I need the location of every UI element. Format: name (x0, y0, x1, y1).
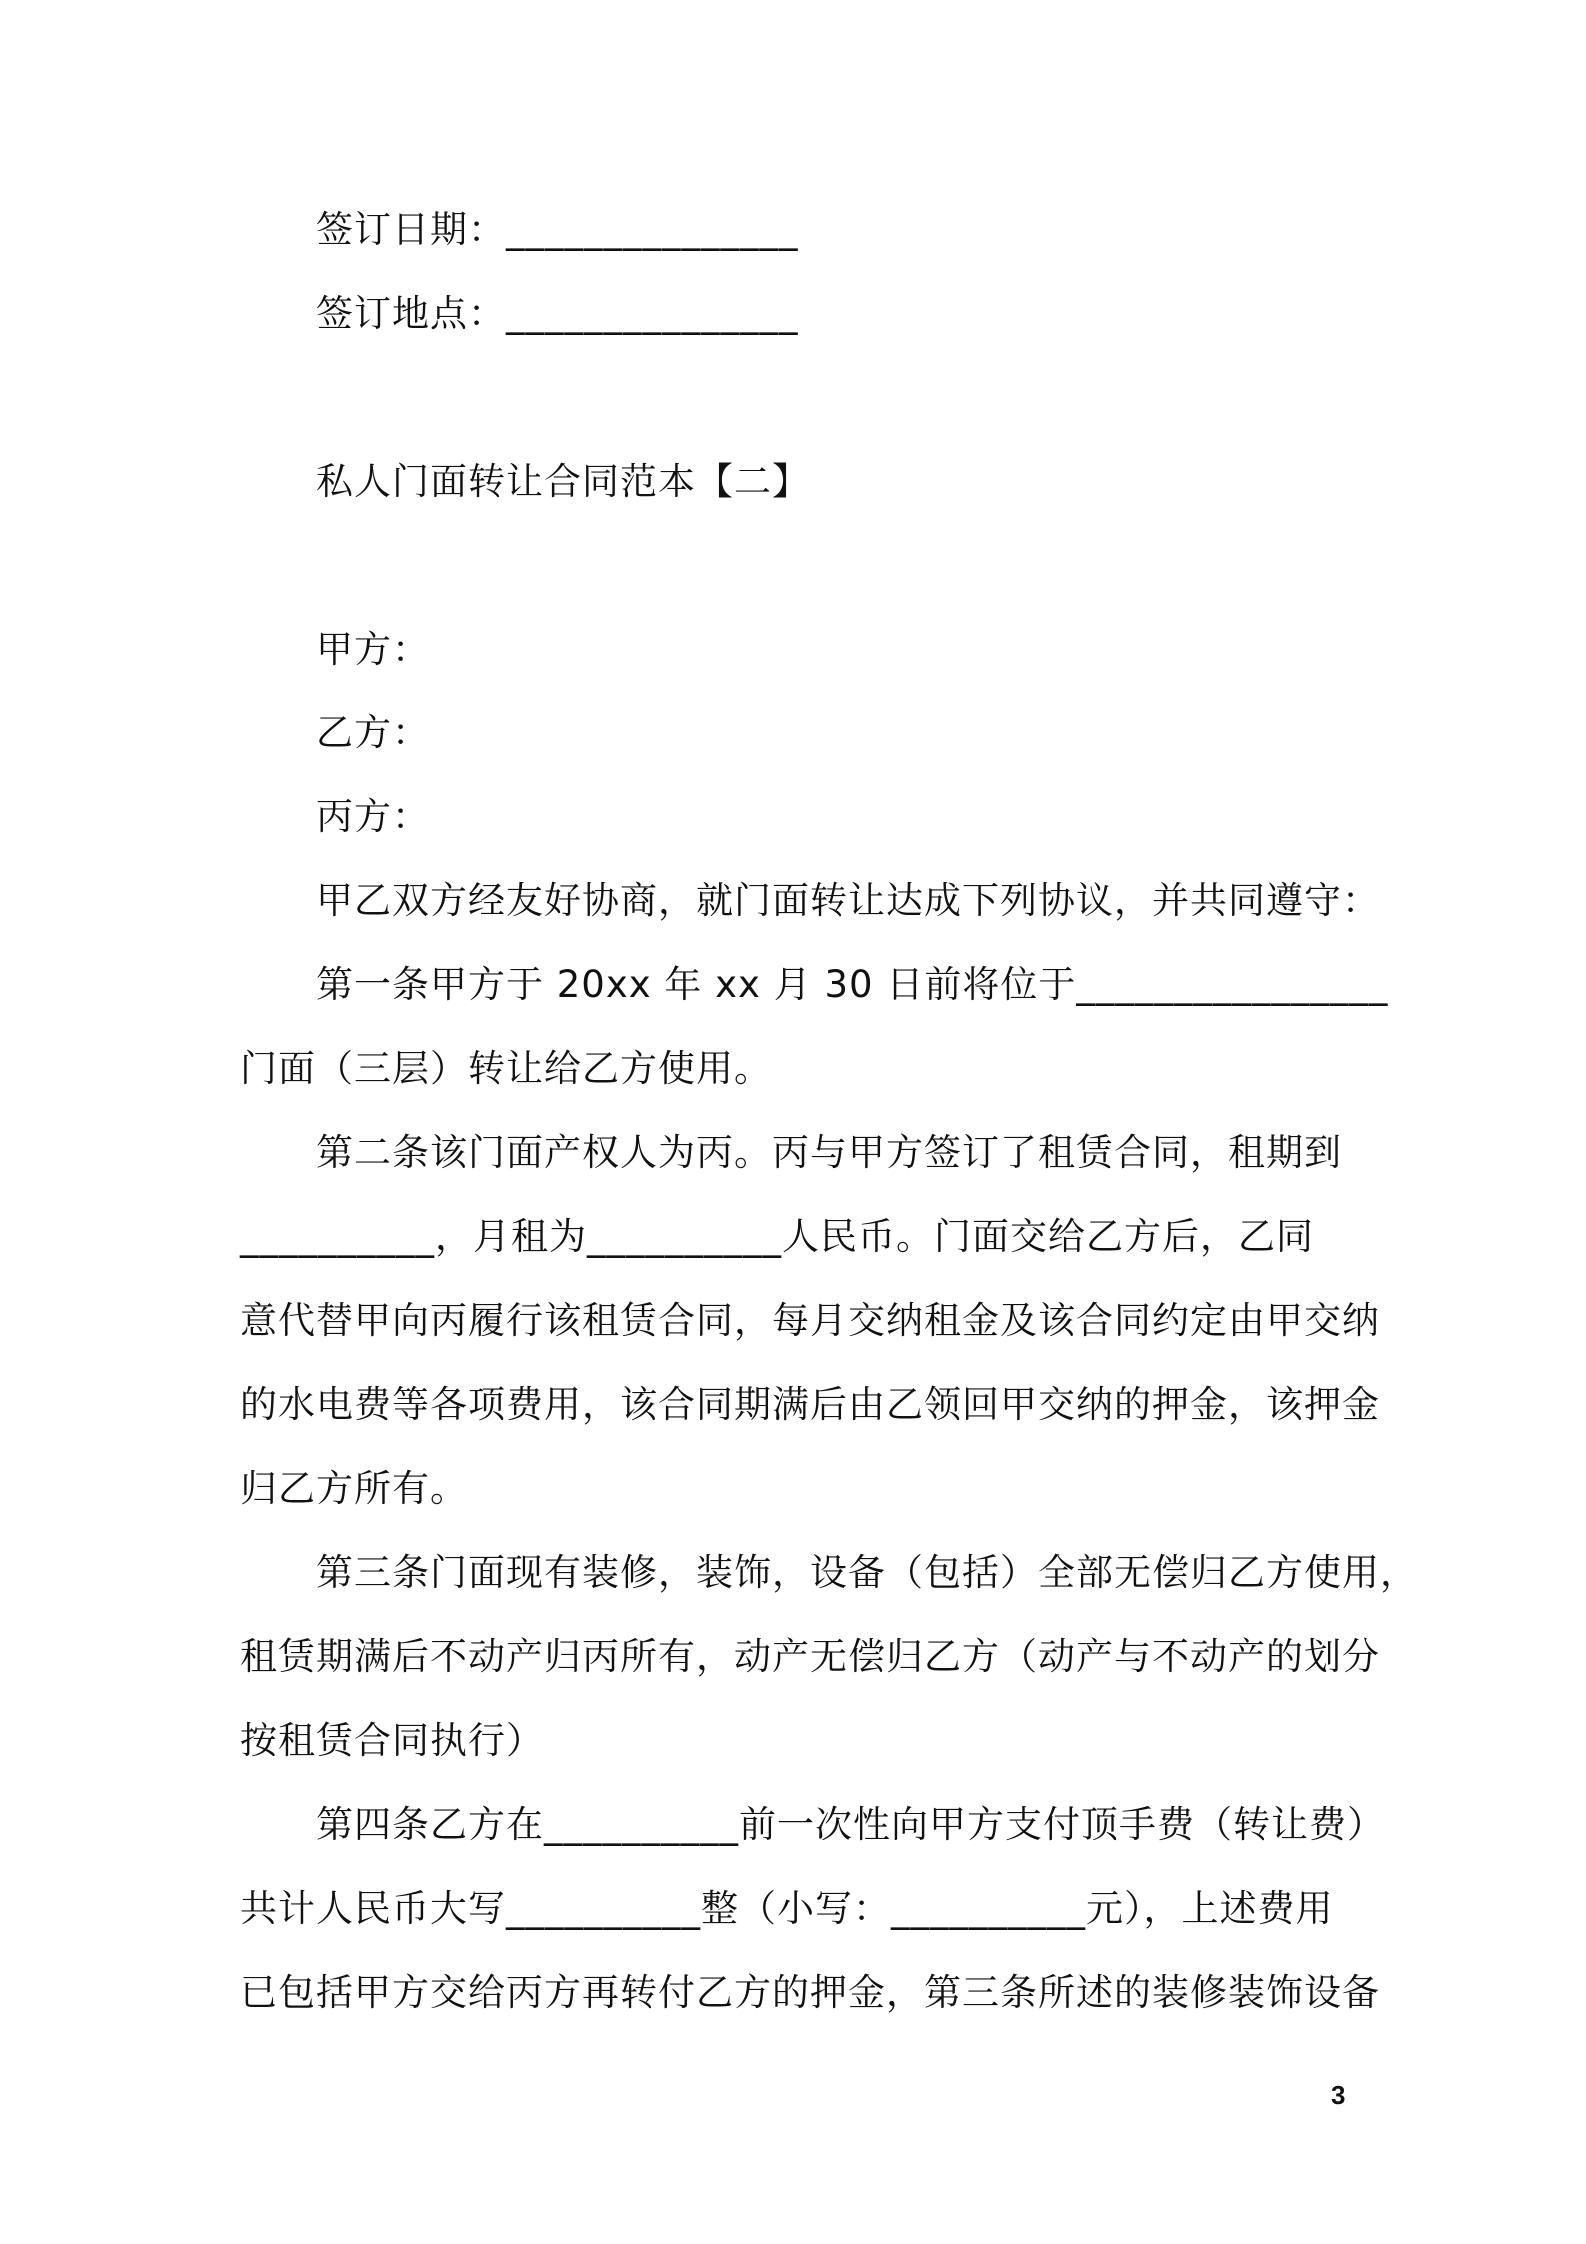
clause-2-line-3: 意代替甲向丙履行该租赁合同，每月交纳租金及该合同约定由甲交纳 (240, 1299, 1380, 1342)
clause-4-line-1: 第四条乙方在__________前一次性向甲方支付顶手费（转让费） (316, 1803, 1385, 1846)
clause-4-line-3: 已包括甲方交给丙方再转付乙方的押金，第三条所述的装修装饰设备 (240, 1971, 1380, 2014)
clause-2-line-1: 第二条该门面产权人为丙。丙与甲方签订了租赁合同，租期到 (316, 1131, 1342, 1174)
section-title: 私人门面转让合同范本【二】 (316, 460, 810, 503)
clause-2-line-2: __________，月租为__________人民币。门面交给乙方后，乙同 (240, 1215, 1314, 1258)
clause-3-line-2: 租赁期满后不动产归丙所有，动产无偿归乙方（动产与不动产的划分 (240, 1635, 1380, 1678)
clause-2-line-4: 的水电费等各项费用，该合同期满后由乙领回甲交纳的押金，该押金 (240, 1383, 1380, 1426)
clause-1-line-1: 第一条甲方于 20xx 年 xx 月 30 日前将位于________________ (316, 963, 1389, 1006)
clause-4-line-2: 共计人民币大写__________整（小写：__________元），上述费用 (240, 1887, 1334, 1930)
clause-2-line-5: 归乙方所有。 (240, 1467, 468, 1510)
party-a-line: 甲方： (316, 628, 430, 671)
party-b-line: 乙方： (316, 711, 430, 754)
clause-1-line-2: 门面（三层）转让给乙方使用。 (240, 1047, 772, 1090)
party-c-line: 丙方： (316, 795, 430, 838)
preamble-line: 甲乙双方经友好协商，就门面转让达成下列协议，并共同遵守： (316, 879, 1380, 922)
signing-date-line: 签订日期：_______________ (316, 208, 799, 251)
page-number: 3 (1331, 2080, 1346, 2110)
signing-place-line: 签订地点：_______________ (316, 292, 799, 335)
clause-3-line-3: 按租赁合同执行） (240, 1719, 544, 1762)
clause-3-line-1: 第三条门面现有装修，装饰，设备（包括）全部无偿归乙方使用， (316, 1551, 1418, 1594)
